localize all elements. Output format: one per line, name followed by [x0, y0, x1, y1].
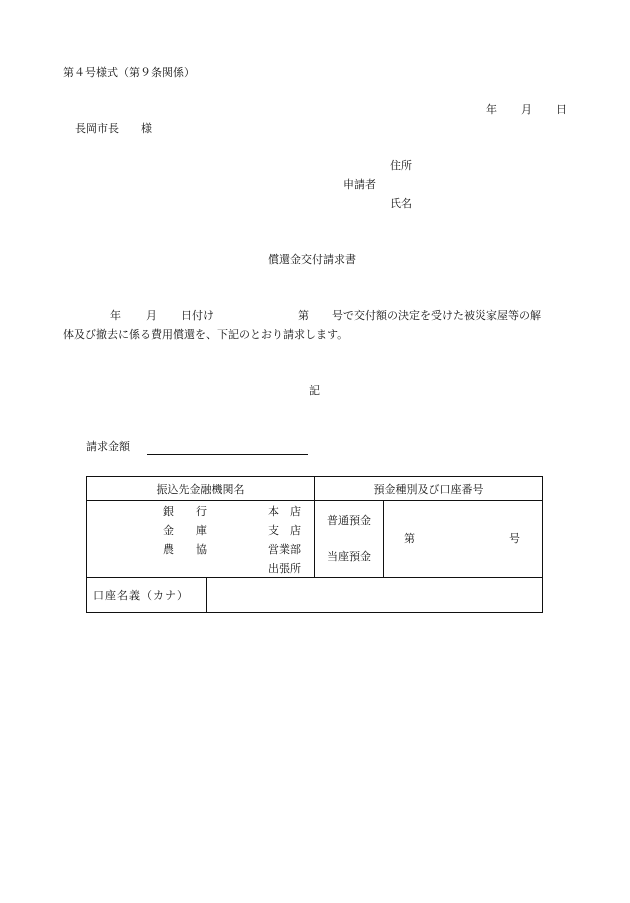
ki-heading: 記: [309, 384, 320, 397]
institution-name-cell: [87, 501, 315, 578]
name-label: 氏名: [390, 197, 412, 210]
applicant-label: 申請者: [343, 178, 376, 191]
institution-type-nokyo: 農 協: [163, 543, 207, 556]
account-number-dai: 第: [404, 532, 415, 545]
bank-account-table: [86, 476, 543, 613]
body-year: 年: [110, 309, 121, 322]
date-day-label: 日: [556, 103, 567, 116]
address-label: 住所: [390, 159, 412, 172]
branch-type-branch: 支 店: [268, 524, 301, 537]
body-date-suffix: 日付け: [181, 309, 214, 322]
claim-amount-label: 請求金額: [86, 440, 130, 453]
deposit-type-ordinary: 普通預金: [327, 514, 371, 527]
deposit-type-current: 当座預金: [327, 550, 371, 563]
account-number-go: 号: [509, 532, 520, 545]
institution-type-bank: 銀 行: [163, 505, 207, 518]
body-month: 月: [146, 309, 157, 322]
branch-type-business-dept: 営業部: [268, 543, 301, 556]
account-type-number-header: 預金種別及び口座番号: [315, 477, 543, 501]
body-dai: 第: [298, 309, 309, 322]
financial-institution-header: 振込先金融機関名: [87, 477, 315, 501]
branch-type-sub-office: 出張所: [268, 562, 301, 575]
form-number: 第４号様式（第９条関係）: [63, 66, 195, 79]
account-number-cell: [384, 501, 543, 578]
institution-type-shinkin: 金 庫: [163, 524, 207, 537]
branch-type-head-office: 本 店: [268, 505, 301, 518]
body-line1-rest: 号で交付額の決定を受けた被災家屋等の解: [332, 309, 541, 322]
date-year-label: 年: [486, 103, 497, 116]
account-holder-field: [207, 578, 543, 613]
claim-amount-field-line: [147, 454, 308, 455]
body-line2: 体及び撤去に係る費用償還を、下記のとおり請求します。: [63, 328, 349, 341]
account-holder-label: 口座名義（カナ）: [87, 578, 207, 613]
deposit-type-cell: [315, 501, 384, 578]
document-title: 償還金交付請求書: [268, 253, 356, 266]
date-month-label: 月: [521, 103, 532, 116]
addressee: 長岡市長 様: [75, 122, 152, 135]
